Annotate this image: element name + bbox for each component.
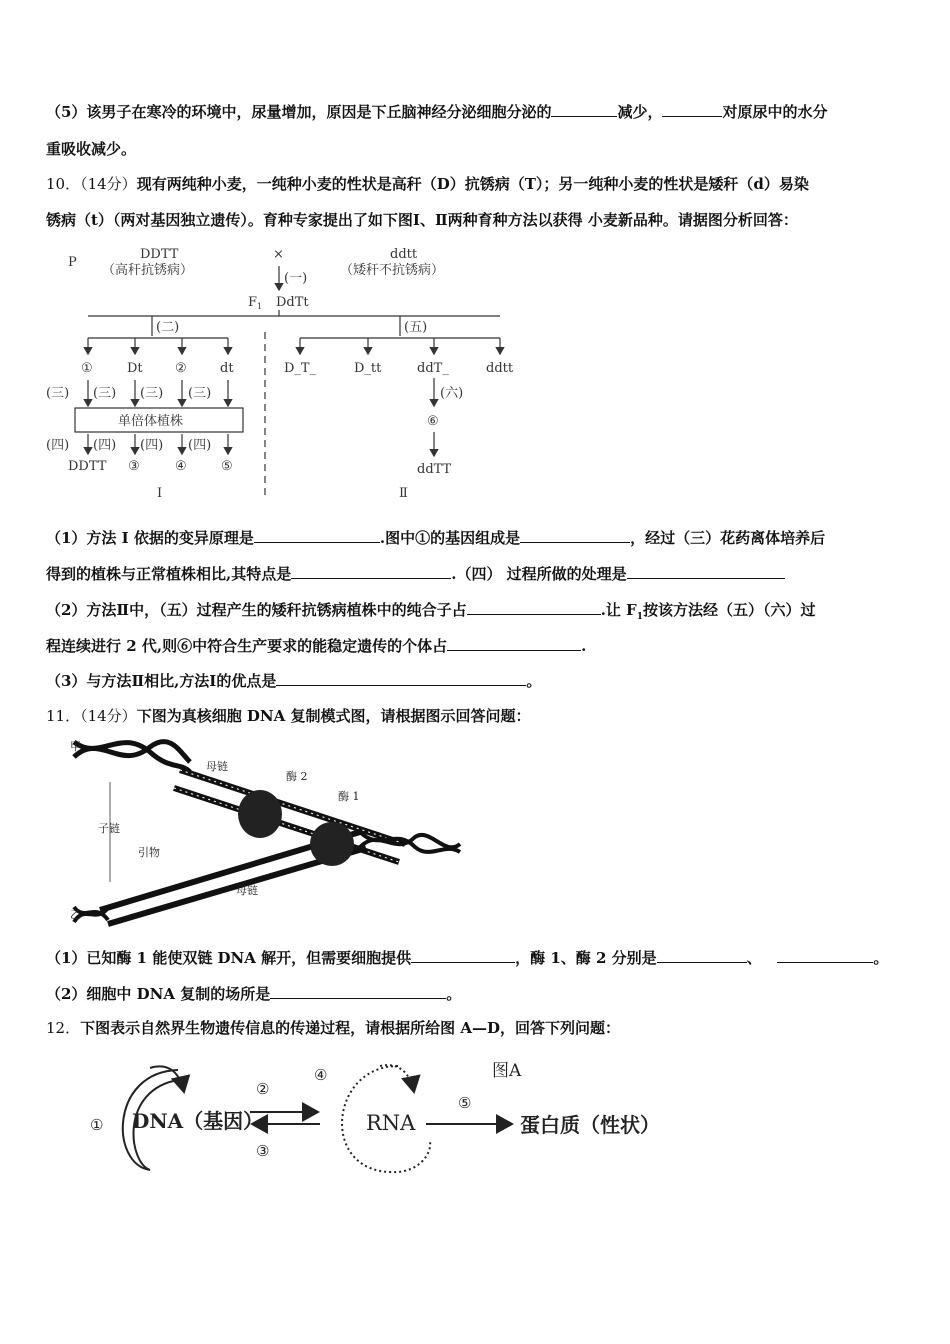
answer-blank[interactable] (276, 671, 526, 686)
right-geno-3: ddT_ (417, 361, 449, 376)
label-zilian: 子链 (98, 822, 120, 835)
num-4: ④ (314, 1066, 328, 1084)
label-jia: 甲 (70, 740, 81, 753)
q11-s2: （2）细胞中 DNA 复制的场所是 。 (46, 985, 462, 1003)
num-3: ③ (256, 1142, 270, 1160)
left-geno-3: ② (175, 361, 187, 376)
answer-blank[interactable] (467, 600, 601, 615)
parent1: DDTT (140, 247, 179, 262)
label-mei1: 酶 1 (338, 790, 360, 803)
step4-label-4: (四) (188, 438, 212, 453)
fig-title: 图A (492, 1061, 522, 1081)
q10-s2-line2: 程连续进行 2 代,则⑥中符合生产要求的能稳定遗传的个体占 . (46, 637, 587, 655)
step3-label-2: (三) (93, 386, 117, 401)
parent1-note: （高秆抗锈病） (102, 263, 194, 278)
num-2: ② (256, 1080, 270, 1098)
upper-duplex (174, 770, 405, 862)
answer-blank[interactable] (270, 984, 446, 999)
question-number: 12． (46, 1019, 81, 1037)
num-5: ⑤ (458, 1094, 472, 1112)
answer-blank[interactable] (662, 102, 722, 117)
answer-blank[interactable] (291, 564, 451, 579)
q10-s2-line1: （2）方法Ⅱ中，（五）过程产生的矮秆抗锈病植株中的纯合子占 .让 $F_1$按该方法经（五）（六）过 (46, 601, 816, 622)
label-yinwu: 引物 (138, 846, 160, 859)
answer-blank[interactable] (657, 948, 747, 963)
q10-s1-line2: 得到的植株与正常植株相比,其特点是 .（四） 过程所做的处理是 (46, 564, 910, 584)
step6-label: (六) (440, 386, 464, 401)
left-geno-2: Dt (127, 361, 143, 376)
answer-blank[interactable] (520, 528, 630, 543)
f1-label: $F_1$ (248, 295, 263, 311)
question-number: 10．（14分） (46, 175, 137, 193)
left-geno-1: ① (81, 361, 93, 376)
q10-intro-line2: 锈病（t）（两对基因独立遗传）。育种专家提出了如下图Ⅰ、Ⅱ两种育种方法以获得 小麦新品种。请据图分析回答： (46, 211, 798, 229)
step3-label-3: (三) (140, 386, 164, 401)
answer-blank[interactable] (447, 636, 581, 651)
left-result-2: ③ (128, 459, 140, 474)
num-1: ① (90, 1116, 104, 1134)
central-dogma-figure (80, 1052, 780, 1182)
rna-loop-arrow (380, 1065, 414, 1092)
q11-s1: （1）已知酶 1 能使双链 DNA 解开，但需要细胞提供 ，酶 1、酶 2 分别是 、 。 (46, 949, 889, 967)
protein-label: 蛋白质（性状） (520, 1113, 660, 1137)
step2-label: (二) (156, 320, 180, 335)
p-label: P (68, 255, 77, 270)
q9-part5-line1: （5）该男子在寒冷的环境中，尿量增加，原因是下丘脑神经分泌细胞分泌的 减少， 对原尿中的水分 (46, 103, 828, 121)
step4-label-2: (四) (93, 438, 117, 453)
question-number: 11．（14分） (46, 707, 137, 725)
answer-blank[interactable] (551, 102, 617, 117)
parent2: ddtt (390, 247, 418, 262)
answer-blank[interactable] (777, 948, 873, 963)
parent2-note: （矮秆不抗锈病） (340, 263, 445, 278)
answer-blank[interactable] (627, 564, 785, 579)
answer-blank[interactable] (411, 948, 515, 963)
q10-s3-line1: （3）与方法Ⅱ相比,方法Ⅰ的优点是 。 (46, 672, 542, 690)
step4-label-3: (四) (140, 438, 164, 453)
left-result-3: ④ (175, 459, 187, 474)
breeding-diagram (0, 240, 950, 500)
dna-label: DNA（基因） (132, 1109, 264, 1133)
right-geno-4: ddtt (486, 361, 514, 376)
step5-label: (五) (404, 320, 428, 335)
enzyme-1-shape (310, 822, 354, 866)
step3-label-4: (三) (188, 386, 212, 401)
left-geno-4: dt (220, 361, 234, 376)
left-result-1: DDTT (68, 459, 107, 474)
label-mulian-bottom: 母链 (236, 884, 258, 897)
right-geno-1: D_T_ (284, 361, 317, 376)
rna-label: RNA (366, 1111, 416, 1135)
step1-label: (一) (284, 271, 308, 286)
haploid-label: 单倍体植株 (118, 414, 184, 429)
label-mei2: 酶 2 (286, 770, 308, 783)
step4-label-1: (四) (46, 438, 70, 453)
method-1-label: Ⅰ (157, 486, 163, 500)
answer-blank[interactable] (254, 528, 380, 543)
q12-intro: 12．下图表示自然界生物遗传信息的传递过程，请根据所给图 A—D，回答下列问题： (46, 1019, 620, 1037)
right-geno-2: D_tt (354, 361, 382, 376)
enzyme-2-shape (238, 790, 282, 838)
right-result: ddTT (417, 462, 452, 477)
step3-label-1: (三) (46, 386, 70, 401)
left-result-4: ⑤ (221, 459, 233, 474)
dna-replication-figure (60, 732, 480, 932)
q11-intro: 11．（14分）下图为真核细胞 DNA 复制模式图，请根据图示回答问题： (46, 707, 531, 725)
method-2-label: Ⅱ (399, 486, 408, 500)
right-mid: ⑥ (427, 414, 439, 429)
q10-s1-line1: （1）方法 I 依据的变异原理是 .图中①的基因组成是 ，经过（三）花药离体培养后 (46, 529, 826, 547)
q9-part5-line2: 重吸收减少。 (46, 140, 137, 158)
cross-symbol: × (273, 247, 284, 262)
f1-genotype: DdTt (276, 295, 309, 310)
label-mulian-top: 母链 (206, 760, 228, 773)
q10-intro-line1: 10．（14分）现有两纯种小麦，一纯种小麦的性状是高秆（D）抗锈病（T）；另一纯种小麦的性状是矮秆（d）易染 (46, 175, 809, 193)
label-yi: 乙 (70, 908, 81, 921)
